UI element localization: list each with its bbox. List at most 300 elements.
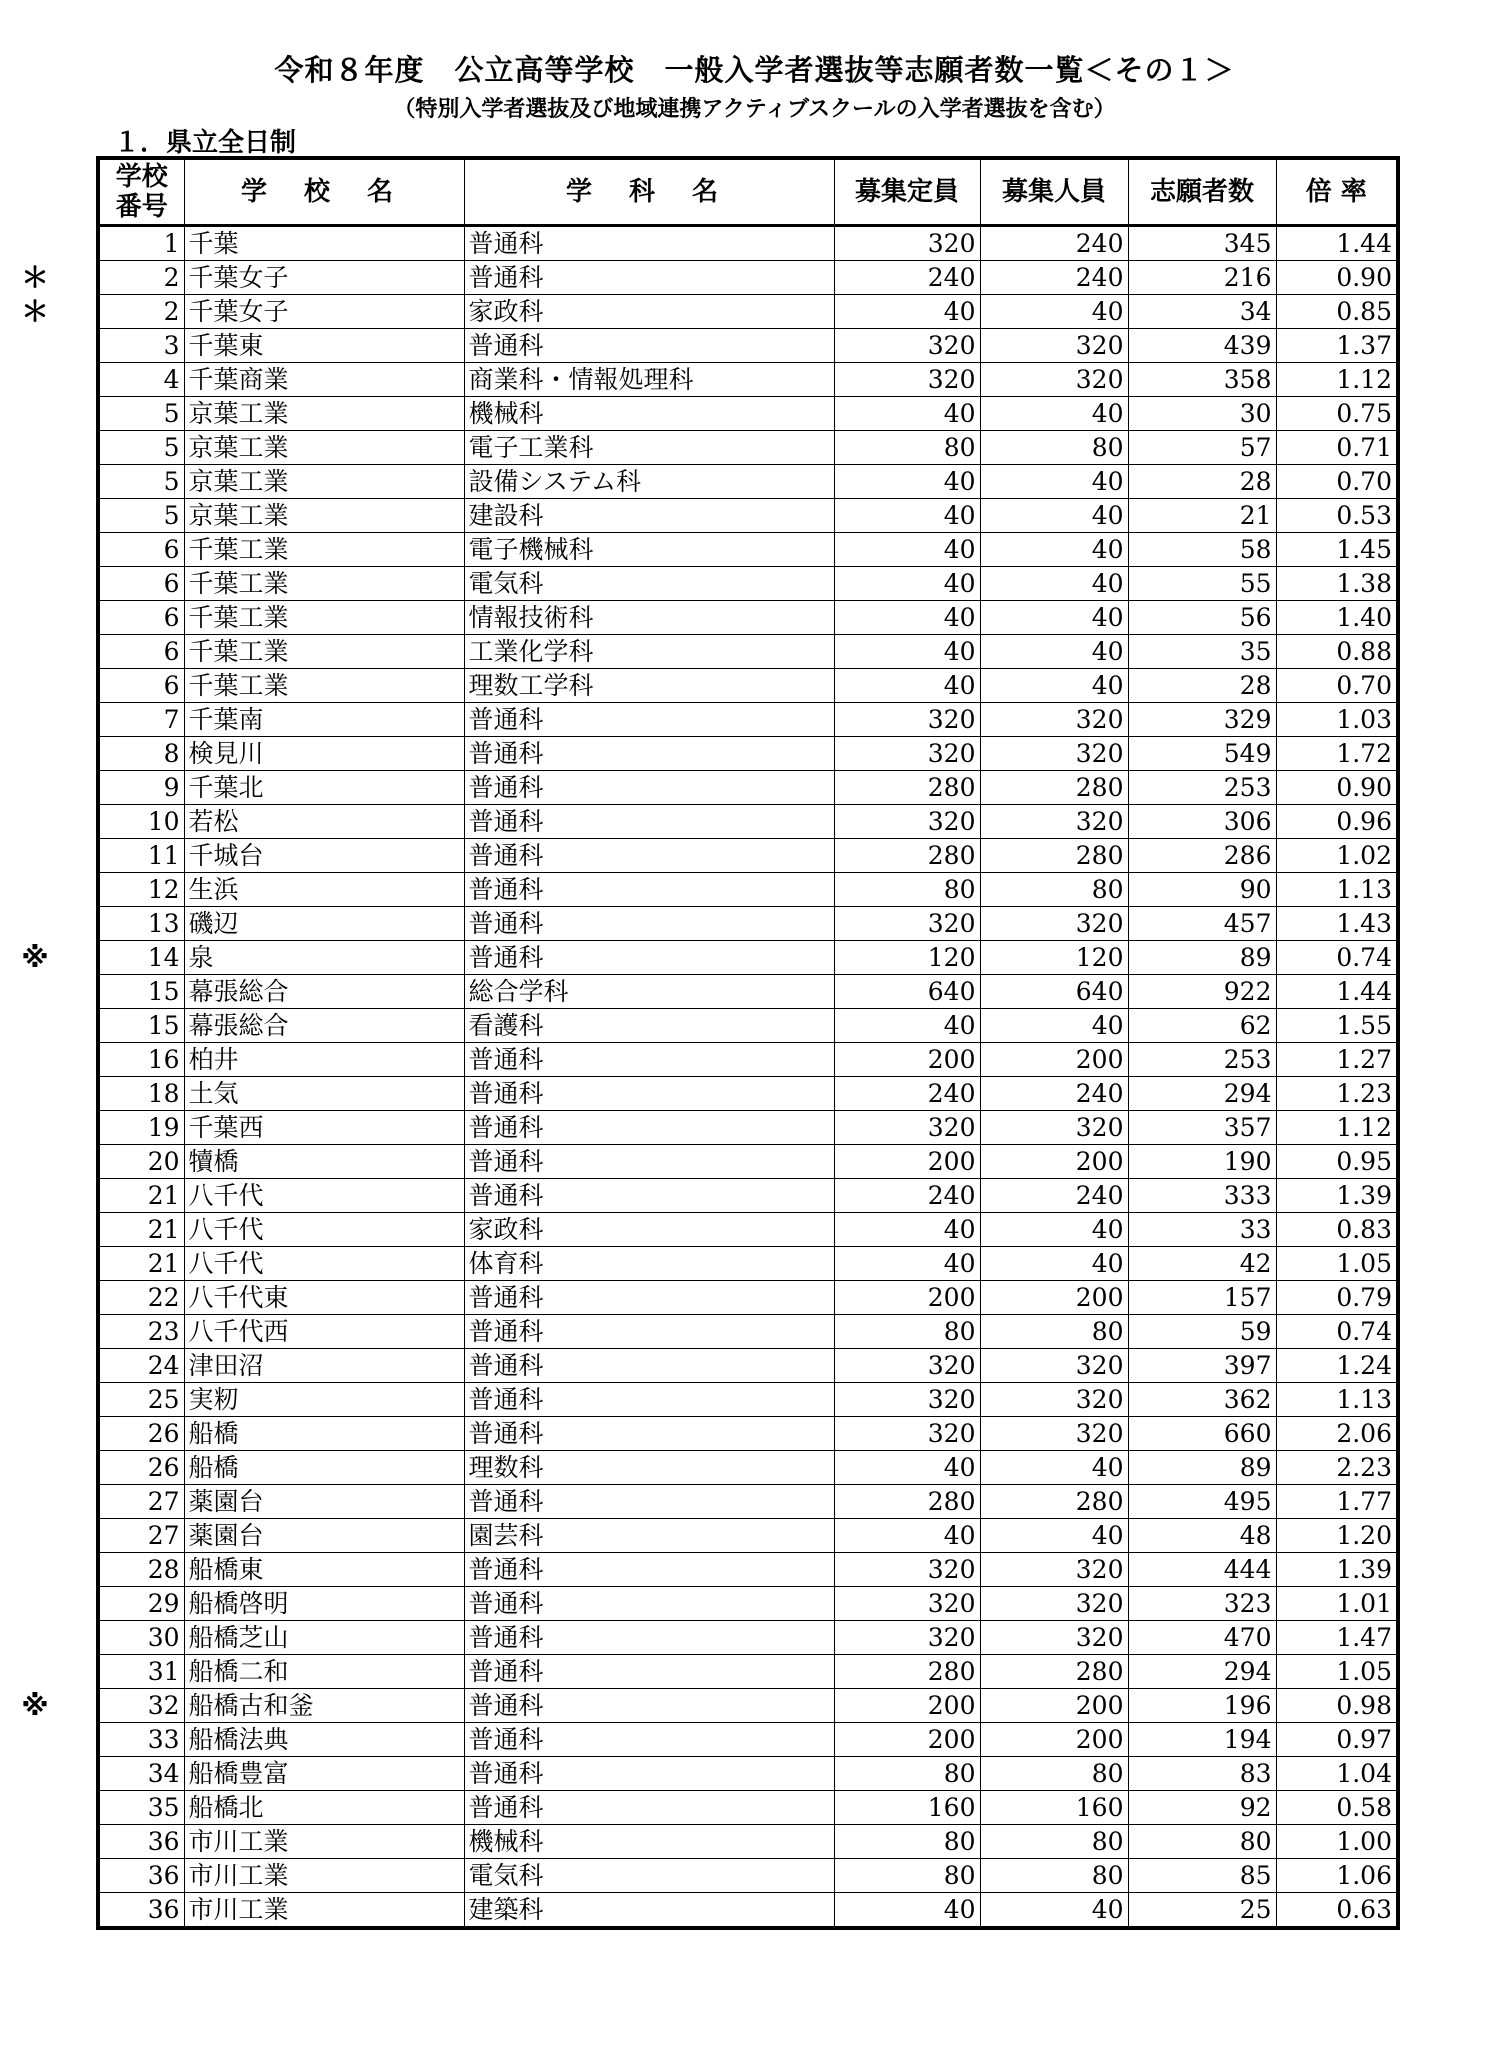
cell-school-name	[184, 465, 464, 499]
cell-capacity	[834, 907, 980, 941]
cell-ratio-text: 1.20	[1336, 1521, 1392, 1550]
cell-course-name	[464, 1179, 834, 1213]
cell-ratio-text: 1.40	[1336, 603, 1392, 632]
cell-capacity	[834, 1621, 980, 1655]
cell-ratio	[1276, 295, 1398, 329]
cell-recruit-text: 320	[1075, 1419, 1124, 1448]
cell-school-no-text: 7	[163, 705, 180, 734]
cell-course-name-text: 普通科	[468, 1657, 544, 1686]
cell-ratio-text: 0.85	[1336, 297, 1392, 326]
cell-school-name-text: 船橋豊富	[188, 1759, 289, 1788]
cell-course-name-text: 普通科	[468, 1725, 544, 1754]
cell-school-name-text: 千葉工業	[188, 637, 289, 666]
table-row	[98, 261, 1398, 295]
cell-applicants	[1128, 907, 1276, 941]
cell-school-no-text: 2	[163, 297, 180, 326]
cell-school-no	[98, 1485, 184, 1519]
cell-capacity-text: 40	[943, 1521, 976, 1550]
cell-applicants	[1128, 261, 1276, 295]
cell-ratio-text: 0.90	[1336, 773, 1392, 802]
header-recruit: 募集人員	[980, 158, 1128, 226]
cell-capacity	[834, 1723, 980, 1757]
cell-course-name-text: 工業化学科	[468, 637, 594, 666]
cell-applicants-text: 33	[1239, 1215, 1272, 1244]
cell-course-name	[464, 839, 834, 873]
cell-recruit	[980, 941, 1128, 975]
cell-ratio	[1276, 703, 1398, 737]
cell-school-no-text: 26	[147, 1419, 180, 1448]
cell-course-name-text: 電気科	[468, 569, 544, 598]
cell-capacity	[834, 1553, 980, 1587]
cell-applicants	[1128, 1587, 1276, 1621]
cell-ratio	[1276, 1077, 1398, 1111]
cell-recruit-text: 320	[1075, 1589, 1124, 1618]
cell-school-no	[98, 601, 184, 635]
cell-school-name-text: 千葉西	[188, 1113, 264, 1142]
cell-capacity	[834, 669, 980, 703]
table-row	[98, 226, 1398, 261]
cell-recruit-text: 200	[1075, 1725, 1124, 1754]
cell-capacity-text: 40	[943, 637, 976, 666]
cell-school-no	[98, 1621, 184, 1655]
cell-recruit-text: 280	[1075, 1657, 1124, 1686]
cell-course-name	[464, 601, 834, 635]
cell-ratio	[1276, 1859, 1398, 1893]
cell-applicants	[1128, 1247, 1276, 1281]
cell-school-name-text: 船橋古和釜	[188, 1691, 314, 1720]
table-row	[98, 1077, 1398, 1111]
cell-recruit	[980, 771, 1128, 805]
cell-ratio-text: 1.72	[1336, 739, 1392, 768]
table-row	[98, 1791, 1398, 1825]
cell-ratio-text: 1.45	[1336, 535, 1392, 564]
cell-applicants-text: 329	[1223, 705, 1272, 734]
cell-school-name	[184, 737, 464, 771]
cell-capacity	[834, 1043, 980, 1077]
cell-applicants-text: 80	[1239, 1827, 1272, 1856]
cell-ratio-text: 1.77	[1336, 1487, 1392, 1516]
cell-school-no	[98, 907, 184, 941]
cell-ratio-text: 0.97	[1336, 1725, 1392, 1754]
cell-school-name	[184, 703, 464, 737]
cell-applicants-text: 157	[1223, 1283, 1272, 1312]
cell-school-name	[184, 941, 464, 975]
cell-school-name	[184, 1451, 464, 1485]
cell-recruit-text: 40	[1091, 1215, 1124, 1244]
cell-applicants	[1128, 601, 1276, 635]
cell-school-name	[184, 873, 464, 907]
cell-school-no	[98, 499, 184, 533]
cell-school-name-text: 柏井	[188, 1045, 239, 1074]
cell-capacity	[834, 1587, 980, 1621]
cell-course-name-text: 普通科	[468, 1079, 544, 1108]
cell-school-no	[98, 873, 184, 907]
cell-ratio-text: 1.05	[1336, 1657, 1392, 1686]
cell-ratio	[1276, 737, 1398, 771]
cell-school-no-text: 5	[163, 501, 180, 530]
cell-course-name	[464, 1077, 834, 1111]
cell-capacity-text: 40	[943, 569, 976, 598]
cell-ratio-text: 0.71	[1336, 433, 1392, 462]
cell-course-name	[464, 635, 834, 669]
cell-capacity-text: 120	[927, 943, 976, 972]
document-title: 令和８年度 公立高等学校 一般入学者選抜等志願者数一覧＜その１＞	[274, 53, 1235, 87]
cell-ratio-text: 0.70	[1336, 467, 1392, 496]
cell-school-no	[98, 1077, 184, 1111]
cell-applicants-text: 286	[1223, 841, 1272, 870]
cell-capacity-text: 320	[927, 1113, 976, 1142]
cell-course-name-text: 普通科	[468, 909, 544, 938]
cell-school-no-text: 6	[163, 569, 180, 598]
cell-applicants-text: 495	[1223, 1487, 1272, 1516]
cell-recruit-text: 40	[1091, 1249, 1124, 1278]
cell-course-name-text: 理数科	[468, 1453, 544, 1482]
cell-ratio-text: 0.79	[1336, 1283, 1392, 1312]
table-row	[98, 635, 1398, 669]
cell-applicants-text: 57	[1239, 433, 1272, 462]
cell-capacity-text: 320	[927, 1351, 976, 1380]
cell-school-name-text: 千葉工業	[188, 671, 289, 700]
cell-applicants-text: 21	[1239, 501, 1272, 530]
table-row	[98, 295, 1398, 329]
cell-course-name-text: 理数工学科	[468, 671, 594, 700]
cell-school-name-text: 千葉北	[188, 773, 264, 802]
cell-capacity-text: 320	[927, 705, 976, 734]
cell-recruit	[980, 1723, 1128, 1757]
cell-capacity-text: 200	[927, 1045, 976, 1074]
cell-school-name	[184, 363, 464, 397]
cell-recruit	[980, 873, 1128, 907]
cell-capacity	[834, 941, 980, 975]
cell-ratio-text: 1.01	[1336, 1589, 1392, 1618]
cell-applicants	[1128, 635, 1276, 669]
cell-recruit	[980, 329, 1128, 363]
cell-school-name-text: 八千代	[188, 1181, 264, 1210]
cell-recruit-text: 40	[1091, 1895, 1124, 1924]
cell-school-name-text: 千葉	[188, 229, 239, 258]
cell-capacity	[834, 533, 980, 567]
header-school-no	[98, 158, 184, 226]
cell-applicants	[1128, 533, 1276, 567]
cell-recruit	[980, 1009, 1128, 1043]
cell-school-name	[184, 1213, 464, 1247]
cell-school-name-text: 千葉工業	[188, 569, 289, 598]
section-heading: １．県立全日制	[114, 128, 297, 158]
cell-school-name-text: 実籾	[188, 1385, 239, 1414]
table-row	[98, 1179, 1398, 1213]
cell-applicants-text: 196	[1223, 1691, 1272, 1720]
cell-course-name	[464, 975, 834, 1009]
cell-course-name	[464, 1519, 834, 1553]
cell-course-name-text: 建設科	[468, 501, 544, 530]
cell-school-no	[98, 1553, 184, 1587]
table-row	[98, 1213, 1398, 1247]
cell-recruit-text: 40	[1091, 467, 1124, 496]
cell-applicants-text: 85	[1239, 1861, 1272, 1890]
cell-school-no	[98, 397, 184, 431]
cell-school-name	[184, 1519, 464, 1553]
cell-school-name-text: 生浜	[188, 875, 239, 904]
cell-course-name	[464, 1485, 834, 1519]
cell-school-name	[184, 1859, 464, 1893]
cell-course-name	[464, 295, 834, 329]
cell-recruit-text: 40	[1091, 569, 1124, 598]
cell-ratio	[1276, 1757, 1398, 1791]
cell-recruit	[980, 1349, 1128, 1383]
cell-course-name	[464, 397, 834, 431]
cell-school-no-text: 29	[147, 1589, 180, 1618]
cell-course-name	[464, 329, 834, 363]
cell-school-name-text: 土気	[188, 1079, 239, 1108]
cell-school-name-text: 市川工業	[188, 1861, 289, 1890]
cell-recruit	[980, 805, 1128, 839]
cell-school-name-text: 千城台	[188, 841, 264, 870]
cell-school-no	[98, 669, 184, 703]
cell-ratio-text: 0.88	[1336, 637, 1392, 666]
cell-applicants-text: 397	[1223, 1351, 1272, 1380]
cell-capacity-text: 640	[927, 977, 976, 1006]
cell-school-no-text: 27	[147, 1487, 180, 1516]
cell-recruit	[980, 1315, 1128, 1349]
cell-school-no-text: 8	[163, 739, 180, 768]
cell-school-name-text: 京葉工業	[188, 399, 289, 428]
cell-school-no-text: 35	[147, 1793, 180, 1822]
cell-capacity-text: 40	[943, 1215, 976, 1244]
cell-applicants-text: 253	[1223, 1045, 1272, 1074]
cell-capacity-text: 320	[927, 1385, 976, 1414]
cell-applicants	[1128, 1417, 1276, 1451]
table-row	[98, 567, 1398, 601]
cell-school-name-text: 船橋啓明	[188, 1589, 289, 1618]
cell-school-no-text: 24	[147, 1351, 180, 1380]
cell-course-name-text: 商業科・情報処理科	[468, 365, 694, 394]
cell-capacity-text: 80	[943, 1759, 976, 1788]
cell-capacity	[834, 1111, 980, 1145]
cell-school-name	[184, 1723, 464, 1757]
cell-capacity-text: 240	[927, 1079, 976, 1108]
cell-ratio-text: 1.13	[1336, 1385, 1392, 1414]
cell-course-name-text: 普通科	[468, 1555, 544, 1584]
cell-applicants	[1128, 1383, 1276, 1417]
cell-school-no	[98, 1009, 184, 1043]
cell-course-name	[464, 1553, 834, 1587]
table-row	[98, 1859, 1398, 1893]
cell-school-name	[184, 1553, 464, 1587]
cell-school-no-text: 6	[163, 603, 180, 632]
table-row	[98, 1417, 1398, 1451]
cell-course-name	[464, 1451, 834, 1485]
table-row	[98, 1111, 1398, 1145]
cell-school-no	[98, 1723, 184, 1757]
cell-school-no-text: 6	[163, 535, 180, 564]
cell-applicants	[1128, 1077, 1276, 1111]
cell-ratio	[1276, 1451, 1398, 1485]
cell-applicants-text: 25	[1239, 1895, 1272, 1924]
header-course-name: 学 科 名	[464, 158, 834, 226]
cell-capacity-text: 160	[927, 1793, 976, 1822]
cell-applicants-text: 35	[1239, 637, 1272, 666]
table-row	[98, 1451, 1398, 1485]
cell-applicants-text: 48	[1239, 1521, 1272, 1550]
row-mark: ＊	[20, 261, 49, 294]
cell-school-name-text: 船橋	[188, 1419, 239, 1448]
cell-applicants	[1128, 737, 1276, 771]
cell-applicants	[1128, 941, 1276, 975]
cell-capacity	[834, 261, 980, 295]
cell-capacity	[834, 397, 980, 431]
cell-school-no-text: 32	[147, 1691, 180, 1720]
cell-school-no	[98, 1791, 184, 1825]
table-row	[98, 873, 1398, 907]
cell-school-no	[20, 295, 184, 329]
cell-capacity-text: 40	[943, 1895, 976, 1924]
cell-course-name-text: 情報技術科	[468, 603, 594, 632]
cell-school-name	[184, 771, 464, 805]
cell-capacity-text: 40	[943, 501, 976, 530]
cell-capacity	[834, 975, 980, 1009]
cell-course-name	[464, 1689, 834, 1723]
cell-recruit	[980, 1077, 1128, 1111]
cell-capacity-text: 280	[927, 1657, 976, 1686]
cell-capacity	[834, 839, 980, 873]
table-row	[98, 465, 1398, 499]
cell-school-name	[184, 533, 464, 567]
cell-capacity-text: 40	[943, 297, 976, 326]
cell-ratio-text: 1.55	[1336, 1011, 1392, 1040]
cell-recruit-text: 40	[1091, 603, 1124, 632]
cell-course-name	[464, 1417, 834, 1451]
cell-school-no-text: 12	[147, 875, 180, 904]
cell-ratio-text: 2.23	[1336, 1453, 1392, 1482]
table-row	[98, 1893, 1398, 1929]
cell-school-name	[184, 431, 464, 465]
table-row	[98, 1247, 1398, 1281]
cell-capacity	[834, 1825, 980, 1859]
cell-capacity-text: 200	[927, 1691, 976, 1720]
cell-school-name	[184, 601, 464, 635]
cell-applicants	[1128, 1111, 1276, 1145]
cell-ratio-text: 1.04	[1336, 1759, 1392, 1788]
cell-recruit	[980, 1485, 1128, 1519]
cell-applicants-text: 323	[1223, 1589, 1272, 1618]
cell-school-no	[98, 329, 184, 363]
cell-school-name	[184, 1485, 464, 1519]
cell-recruit	[980, 1791, 1128, 1825]
cell-applicants-text: 444	[1223, 1555, 1272, 1584]
cell-course-name-text: 電気科	[468, 1861, 544, 1890]
table-row	[98, 703, 1398, 737]
cell-recruit	[980, 669, 1128, 703]
cell-course-name	[464, 1757, 834, 1791]
cell-recruit	[980, 1281, 1128, 1315]
cell-school-name	[184, 1077, 464, 1111]
cell-school-no	[98, 1757, 184, 1791]
cell-school-name-text: 船橋	[188, 1453, 239, 1482]
cell-capacity-text: 240	[927, 263, 976, 292]
cell-course-name	[464, 1315, 834, 1349]
cell-course-name	[464, 771, 834, 805]
cell-school-no	[98, 1893, 184, 1929]
cell-course-name-text: 機械科	[468, 399, 544, 428]
table-row	[98, 1553, 1398, 1587]
cell-school-no-text: 27	[147, 1521, 180, 1550]
cell-recruit	[980, 703, 1128, 737]
cell-capacity-text: 40	[943, 1011, 976, 1040]
cell-ratio-text: 1.24	[1336, 1351, 1392, 1380]
cell-recruit-text: 40	[1091, 399, 1124, 428]
cell-ratio	[1276, 465, 1398, 499]
cell-school-no-text: 9	[163, 773, 180, 802]
cell-school-no	[20, 261, 184, 295]
applicants-table	[20, 156, 1400, 1930]
cell-school-no	[98, 533, 184, 567]
cell-capacity	[834, 465, 980, 499]
table-row	[98, 805, 1398, 839]
cell-school-no-text: 26	[147, 1453, 180, 1482]
cell-capacity-text: 40	[943, 467, 976, 496]
cell-applicants	[1128, 805, 1276, 839]
cell-school-name	[184, 397, 464, 431]
cell-ratio	[1276, 1689, 1398, 1723]
cell-course-name	[464, 1247, 834, 1281]
cell-recruit	[980, 1689, 1128, 1723]
cell-ratio-text: 1.27	[1336, 1045, 1392, 1074]
cell-course-name-text: 普通科	[468, 1589, 544, 1618]
cell-school-name-text: 船橋二和	[188, 1657, 289, 1686]
cell-school-name-text: 船橋北	[188, 1793, 264, 1822]
cell-capacity-text: 240	[927, 1181, 976, 1210]
cell-recruit	[980, 1587, 1128, 1621]
cell-school-name	[184, 567, 464, 601]
cell-recruit-text: 320	[1075, 739, 1124, 768]
cell-applicants	[1128, 1825, 1276, 1859]
table-row	[98, 601, 1398, 635]
cell-school-no-text: 20	[147, 1147, 180, 1176]
cell-capacity	[834, 1145, 980, 1179]
cell-course-name	[464, 1621, 834, 1655]
cell-course-name	[464, 1213, 834, 1247]
cell-course-name	[464, 465, 834, 499]
row-mark: ※	[21, 1689, 49, 1722]
cell-recruit-text: 80	[1091, 1861, 1124, 1890]
cell-applicants	[1128, 771, 1276, 805]
cell-ratio-text: 0.53	[1336, 501, 1392, 530]
cell-course-name-text: 普通科	[468, 1759, 544, 1788]
cell-school-name	[184, 805, 464, 839]
cell-school-no	[98, 839, 184, 873]
cell-applicants	[1128, 226, 1276, 261]
cell-capacity	[834, 1893, 980, 1929]
cell-capacity-text: 40	[943, 671, 976, 700]
table-row	[98, 907, 1398, 941]
cell-recruit	[980, 567, 1128, 601]
cell-recruit-text: 80	[1091, 875, 1124, 904]
cell-capacity	[834, 567, 980, 601]
cell-capacity	[834, 873, 980, 907]
cell-applicants-text: 333	[1223, 1181, 1272, 1210]
cell-school-name-text: 千葉女子	[188, 297, 289, 326]
cell-course-name-text: 設備システム科	[468, 467, 642, 496]
cell-recruit	[980, 1383, 1128, 1417]
cell-capacity	[834, 1179, 980, 1213]
cell-school-name-text: 船橋芝山	[188, 1623, 289, 1652]
cell-recruit-text: 120	[1075, 943, 1124, 972]
cell-ratio-text: 1.00	[1336, 1827, 1392, 1856]
cell-course-name	[464, 805, 834, 839]
table-row	[98, 1043, 1398, 1077]
cell-ratio	[1276, 1315, 1398, 1349]
cell-course-name	[464, 567, 834, 601]
